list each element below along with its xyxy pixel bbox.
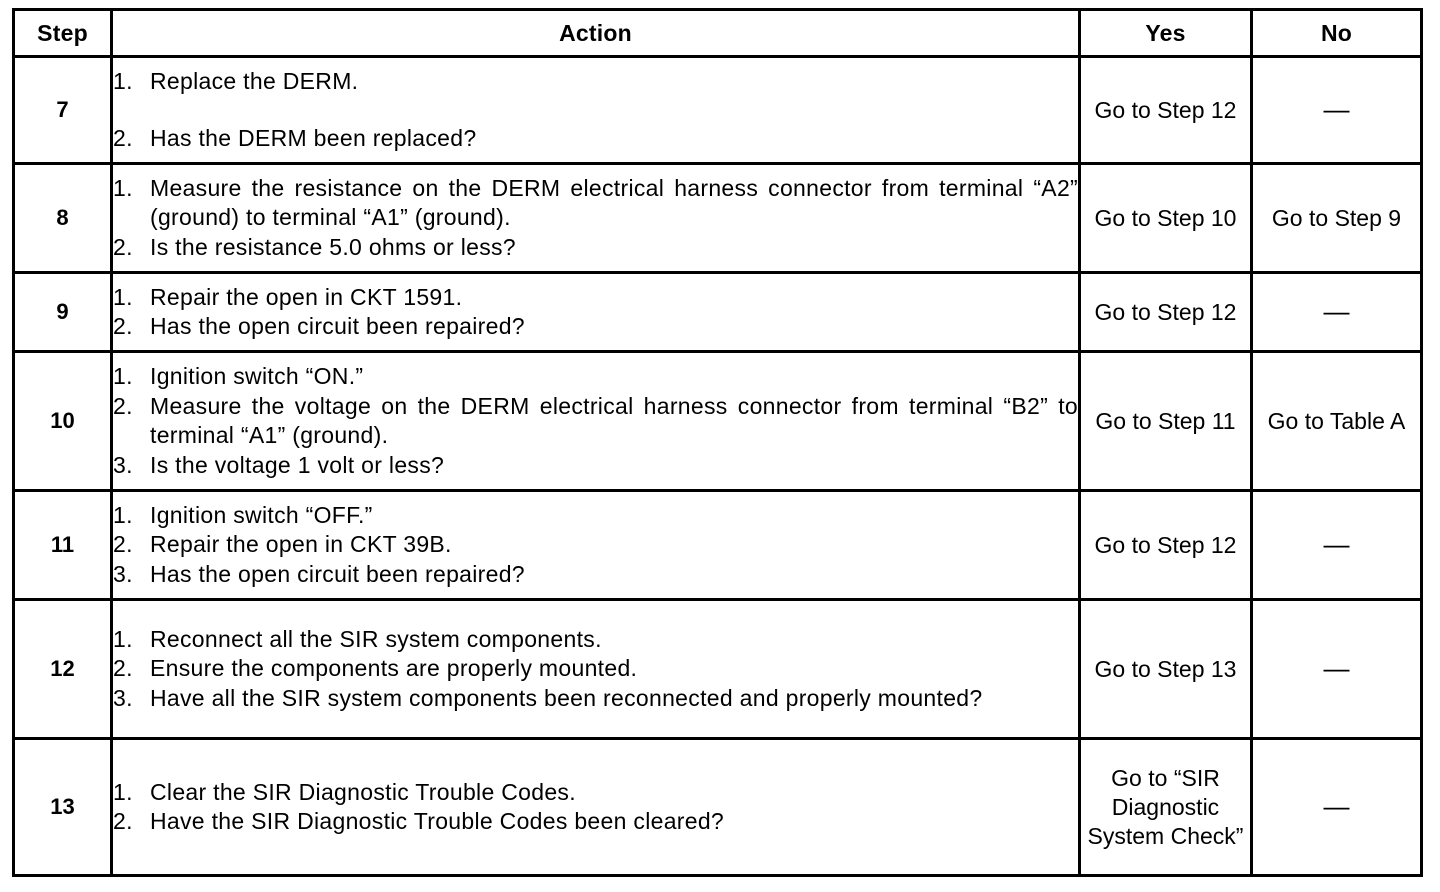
action-item [113,392,1078,451]
action-cell [112,352,1080,491]
action-list [113,283,1078,342]
no-result-dash: — [1323,529,1350,559]
yes-result: Go to Step 12 [1080,57,1252,164]
table-row [14,739,1422,876]
step-number: 9 [14,273,112,352]
action-item [113,654,1078,684]
action-item [113,283,1078,313]
action-item [113,625,1078,655]
table-row [14,273,1422,352]
table-row [14,352,1422,491]
table-row [14,600,1422,739]
action-item-text: Clear the SIR Diagnostic Trouble Codes. [150,778,576,805]
no-result [1252,57,1422,164]
action-cell [112,491,1080,600]
no-result-dash: — [1323,94,1350,124]
action-item [113,778,1078,808]
action-item [113,501,1078,531]
action-item [113,684,1078,714]
action-item [113,174,1078,233]
action-list [113,501,1078,590]
action-item [113,312,1078,342]
action-item-text: Repair the open in CKT 39B. [150,531,452,558]
action-item-number: 2. [113,655,133,682]
action-item-text: Ignition switch “ON.” [150,363,364,389]
yes-result: Go to Step 12 [1080,273,1252,352]
action-item [113,124,1078,154]
diagnostic-table [12,8,1423,877]
table-row [14,57,1422,164]
yes-result: Go to Step 10 [1080,164,1252,273]
no-result [1252,273,1422,352]
action-item [113,233,1078,263]
action-item [113,451,1078,481]
step-number: 8 [14,164,112,273]
action-item-number: 2. [113,313,133,339]
action-item-number: 2. [113,125,133,151]
action-item [113,530,1078,560]
action-list [113,67,1078,154]
action-cell [112,273,1080,352]
action-item-text: Ignition switch “OFF.” [150,501,373,528]
action-item-number: 2. [113,392,133,419]
yes-result: Go to Step 12 [1080,491,1252,600]
action-cell [112,164,1080,273]
no-result [1252,491,1422,600]
action-item-number: 1. [113,174,133,201]
step-number: 12 [14,600,112,739]
no-result: Go to Table A [1252,352,1422,491]
no-result: Go to Step 9 [1252,164,1422,273]
header-action: Action [112,10,1080,57]
action-item [113,362,1078,392]
action-item-text: Replace the DERM. [150,67,359,94]
action-item-number: 3. [113,560,133,587]
action-list [113,625,1078,714]
action-cell [112,739,1080,876]
action-item-text: Has the DERM been replaced? [150,125,477,151]
action-item-text: Is the voltage 1 volt or less? [150,451,445,478]
no-result-dash: — [1323,296,1350,326]
action-cell [112,600,1080,739]
step-number: 13 [14,739,112,876]
action-item-number: 2. [113,233,133,260]
header-no: No [1252,10,1422,57]
action-item-text: Have all the SIR system components been reconnected and properly mounted? [150,684,983,711]
action-item-number: 2. [113,531,133,558]
header-row [14,10,1422,57]
step-number: 11 [14,491,112,600]
action-item-text: Measure the resistance on the DERM electrical harness connector from terminal “A2” (ground) to terminal “A1” (ground). [150,174,1078,231]
no-result [1252,739,1422,876]
action-item-number: 1. [113,778,133,805]
action-item-text: Is the resistance 5.0 ohms or less? [150,233,516,260]
no-result-dash: — [1323,653,1350,683]
header-step: Step [14,10,112,57]
action-list [113,362,1078,480]
action-item-text: Repair the open in CKT 1591. [150,283,463,310]
action-list [113,174,1078,263]
action-item [113,807,1078,837]
action-item-number: 3. [113,451,133,478]
table-row [14,491,1422,600]
action-item-number: 1. [113,67,133,94]
no-result-dash: — [1323,791,1350,821]
header-yes: Yes [1080,10,1252,57]
action-item-number: 1. [113,625,133,652]
table-row [14,164,1422,273]
action-item-number: 3. [113,684,133,711]
action-item-number: 1. [113,283,133,310]
action-item-text: Have the SIR Diagnostic Trouble Codes been cleared? [150,808,725,834]
action-item-text: Measure the voltage on the DERM electrical harness connector from terminal “B2” to terminal “A1” (ground). [150,392,1078,448]
action-item-number: 1. [113,363,133,389]
action-list [113,778,1078,837]
action-item-number: 1. [113,501,133,528]
action-item-text: Ensure the components are properly mounted. [150,655,638,682]
action-item [113,560,1078,590]
yes-result: Go to Step 13 [1080,600,1252,739]
action-item [113,67,1078,97]
no-result [1252,600,1422,739]
action-item-text: Has the open circuit been repaired? [150,313,525,339]
yes-result: Go to Step 11 [1080,352,1252,491]
step-number: 10 [14,352,112,491]
action-item-number: 2. [113,808,133,834]
action-cell [112,57,1080,164]
yes-result: Go to “SIR Diagnostic System Check” [1080,739,1252,876]
action-item-text: Has the open circuit been repaired? [150,560,525,587]
step-number: 7 [14,57,112,164]
action-item-text: Reconnect all the SIR system components. [150,625,602,652]
